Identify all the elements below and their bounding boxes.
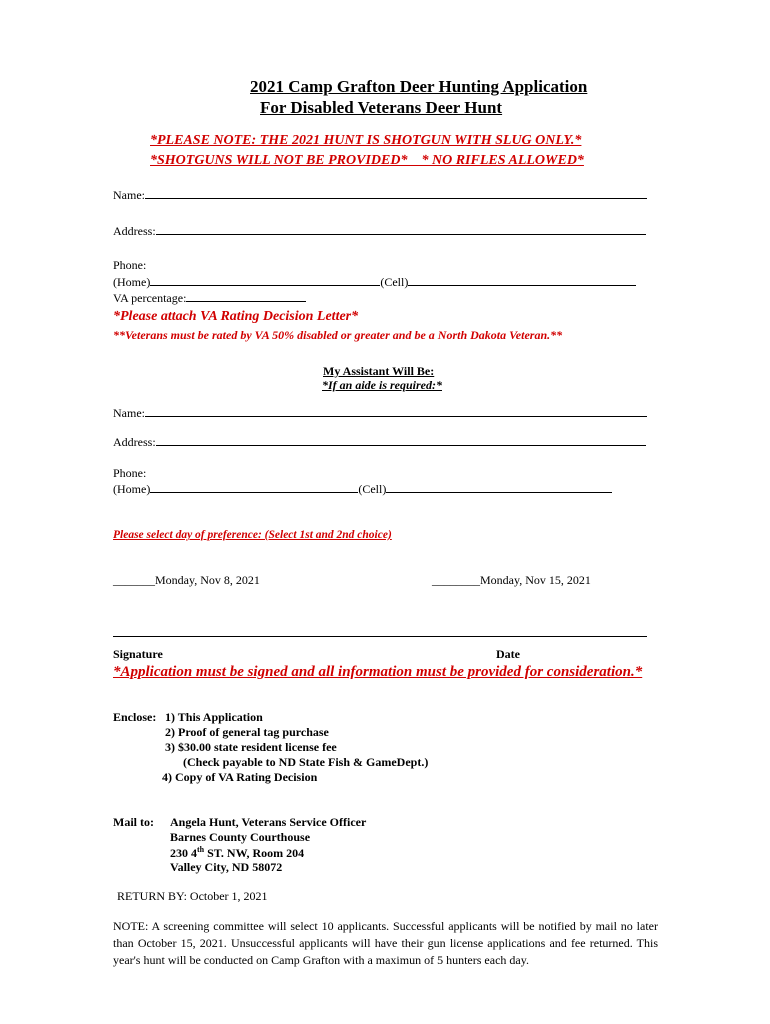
applicant-cell-line[interactable] (408, 275, 636, 286)
va-percentage-field[interactable] (113, 291, 306, 306)
applicant-address-label: Address: (113, 224, 156, 238)
mail-street-address (170, 845, 304, 861)
assistant-address-line[interactable] (156, 435, 646, 446)
street-ordinal: th (197, 845, 205, 854)
title-line-2: For Disabled Veterans Deer Hunt (260, 98, 503, 117)
assistant-address-field[interactable] (113, 435, 646, 450)
title-line-1: 2021 Camp Grafton Deer Hunting Application (250, 77, 588, 96)
applicant-name-line[interactable] (145, 188, 647, 199)
applicant-address-field[interactable] (113, 224, 646, 239)
assistant-heading: My Assistant Will Be: (323, 364, 435, 378)
date-label: Date (496, 647, 520, 661)
mail-city: Valley City, ND 58072 (170, 860, 283, 874)
applicant-phone-fields[interactable] (113, 275, 636, 290)
enclose-item-3: 3) $30.00 state resident license fee (165, 740, 337, 754)
assistant-phone-fields[interactable] (113, 482, 612, 497)
applicant-home-label: (Home) (113, 275, 151, 289)
assistant-home-label: (Home) (113, 482, 151, 496)
applicant-name-field[interactable] (113, 188, 647, 203)
mail-recipient-name: Angela Hunt, Veterans Service Officer (170, 815, 367, 829)
assistant-cell-line[interactable] (386, 482, 612, 493)
assistant-name-line[interactable] (145, 406, 647, 417)
preference-option-nov-15[interactable]: ________Monday, Nov 15, 2021 (432, 573, 591, 587)
va-percentage-line[interactable] (186, 291, 306, 302)
va-percentage-label: VA percentage: (113, 291, 187, 305)
enclose-label: Enclose: (113, 710, 157, 724)
enclose-item-1: 1) This Application (165, 710, 263, 724)
mail-to-label: Mail to: (113, 815, 154, 829)
assistant-cell-label: (Cell) (358, 482, 387, 496)
street-rest: ST. NW, Room 204 (204, 846, 305, 860)
applicant-address-line[interactable] (156, 224, 646, 235)
preference-option-nov-8[interactable]: _______Monday, Nov 8, 2021 (113, 573, 260, 587)
enclose-item-2: 2) Proof of general tag purchase (165, 725, 329, 739)
enclose-item-3-detail: (Check payable to ND State Fish & GameDept.) (183, 755, 429, 769)
assistant-name-label: Name: (113, 406, 145, 420)
assistant-phone-label: Phone: (113, 466, 147, 480)
applicant-home-line[interactable] (150, 275, 380, 286)
return-by-date: RETURN BY: October 1, 2021 (117, 889, 268, 903)
applicant-phone-label: Phone: (113, 258, 147, 272)
attach-letter-note: *Please attach VA Rating Decision Letter* (113, 309, 359, 324)
applicant-name-label: Name: (113, 188, 145, 202)
assistant-subheading: *If an aide is required:* (322, 378, 442, 392)
street-number: 230 4 (170, 846, 197, 860)
consideration-notice: *Application must be signed and all information must be provided for consideration.* (113, 664, 643, 680)
assistant-address-label: Address: (113, 435, 156, 449)
no-rifles-notice: *SHOTGUNS WILL NOT BE PROVIDED* * NO RIFLES ALLOWED* (150, 153, 584, 168)
day-preference-prompt: Please select day of preference: (Select 1st and 2nd choice) (113, 529, 392, 541)
assistant-name-field[interactable] (113, 406, 647, 421)
signature-line[interactable] (113, 636, 647, 637)
signature-label: Signature (113, 647, 163, 661)
enclose-item-4: 4) Copy of VA Rating Decision (162, 770, 318, 784)
rating-requirement-note: **Veterans must be rated by VA 50% disabled or greater and be a North Dakota Veteran.** (113, 328, 563, 342)
closing-note: NOTE: A screening committee will select 10 applicants. Successful applicants will be notified by mail no later than October 15, 2021. Unsuccessful applicants will have their gun license applications and fee returned. This year's hunt will be conducted on Camp Grafton with a maximun of 5 hunters each day. (113, 919, 658, 967)
mail-recipient-org: Barnes County Courthouse (170, 830, 311, 844)
assistant-home-line[interactable] (150, 482, 358, 493)
shotgun-notice: *PLEASE NOTE: THE 2021 HUNT IS SHOTGUN WITH SLUG ONLY.* (150, 133, 582, 148)
applicant-cell-label: (Cell) (380, 275, 409, 289)
